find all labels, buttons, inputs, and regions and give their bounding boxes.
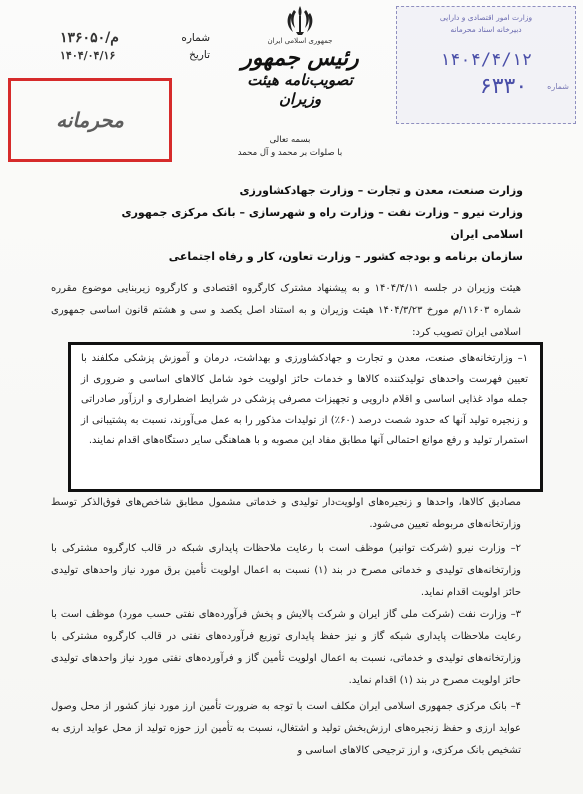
recipient-line: وزارت نیرو – وزارت نفت – وزارت راه و شهرسازی – بانک مرکزی جمهوری اسلامی ایران (121, 206, 523, 241)
approval-title: تصویب‌نامه هیئت وزیران (247, 71, 353, 108)
paragraph-1-continued: مصادیق کالاها، واحدها و زنجیره‌های اولویت‌دار تولیدی و خدماتی مشمول مطابق شاخص‌های فوق‌الذکر توسط وزارتخانه‌های مربوطه تعیین می‌شود. (51, 497, 521, 530)
document-meta (60, 30, 210, 64)
confidential-box (8, 78, 172, 162)
paragraph-3: ۳– وزارت نفت (شرکت ملی گاز ایران و شرکت پالایش و پخش فرآورده‌های نفتی حسب مورد) موظف است با رعایت ملاحظات پایداری شبکه گاز و نیز حفظ پایداری توزیع فرآورده‌های نفتی در قالب کارگروه مشترکی با وزارتخانه‌های تولیدی و خدماتی، نسبت به اعمال اولویت تأمین گاز و فرآورده‌های نفتی مورد نیاز واحدهای تولیدی حائز اولویت مصرح در بند (۱) اقدام نماید. (51, 609, 521, 686)
receipt-stamp (396, 6, 576, 124)
number-value: ۱۳۶۰۵۰/م (60, 30, 119, 46)
emblem-icon (285, 4, 315, 36)
paragraph-2: ۲– وزارت نیرو (شرکت توانیر) موظف است با رعایت ملاحظات پایداری شبکه در قالب کارگروه مشترکی با وزارتخانه‌های تولیدی و خدماتی مصرح در بند (۱) نسبت به اعمال اولویت تأمین برق مورد نیاز واحدهای تولیدی حائز اولویت اقدام نماید. (51, 543, 521, 598)
paragraph-4: ۴– بانک مرکزی جمهوری اسلامی ایران مکلف است با توجه به ضرورت تأمین ارز مورد نیاز کشور از محل وصول عواید ارزی و حفظ زنجیره‌های ارزش‌بخش تولید و اشتغال، نسبت به تأمین ارز حوزه تولید از محل عواید ارزی به تشخیص بانک مرکزی، و ارز ترجیحی کالاهای اساسی و (51, 701, 521, 756)
bismillah-line2: با صلوات بر محمد و آل محمد (237, 148, 343, 158)
president-title: رئیس جمهور (241, 45, 359, 71)
recipient-line: سازمان برنامه و بودجه کشور – وزارت تعاون، کار و رفاه اجتماعی (168, 250, 523, 263)
date-value: ۱۴۰۴/۰۴/۱۶ (60, 49, 116, 62)
stamp-org (397, 12, 575, 36)
date-label: تاریخ (189, 49, 210, 61)
stamp-number: ۶۳۳۰ (479, 74, 528, 99)
bismillah-line1: بسمه تعالی (269, 135, 311, 145)
recipients (83, 180, 523, 268)
stamp-number-label: شماره (547, 82, 569, 91)
stamp-date: ۱۴۰۴/۴/۱۲ (439, 50, 533, 70)
bismillah (200, 134, 380, 160)
paragraph-1: ۱– وزارتخانه‌های صنعت، معدن و تجارت و جهادکشاورزی و بهداشت، درمان و آموزش پزشکی مکلفند با تعیین فهرست واحدهای تولیدکننده کالاها و خدمات حائز اولویت خود شامل کالاهای اساسی و ضروری از جمله مواد غذایی اساسی و اقلام دارویی و تجهیزات مصرفی پزشکی در شرایط اضطراری و ارزآور صادراتی و زنجیره تولید آنها که حدود شصت درصد (۶۰٪) از تولیدات مذکور را به عمل می‌آورند، نسبت به پشتیبانی از استمرار تولید و رفع موانع احتمالی آنها مطابق مفاد این مصوبه و با هماهنگی سایر دستگاه‌های اقدام نمایند. (81, 353, 528, 446)
confidential-label: محرمانه (56, 108, 124, 132)
recipient-line: وزارت صنعت، معدن و تجارت – وزارت جهادکشاورزی (239, 184, 523, 197)
letterhead (230, 4, 370, 109)
highlight-box (68, 342, 543, 492)
number-label: شماره (181, 32, 210, 44)
number-row (60, 30, 210, 47)
intro-paragraph: هیئت وزیران در جلسه ۱۴۰۴/۴/۱۱ و به پیشنهاد مشترک کارگروه اقتصادی و کارگروه زیربنایی موضوع مقرره شماره ۱۱۶۰۳/م مورخ ۱۴۰۴/۳/۲۳ هیئت وزیران و به استناد اصل یکصد و سی و هشتم قانون اساسی جمهوری اسلامی ایران تصویب کرد: (51, 283, 522, 338)
republic-text: جمهوری اسلامی ایران (267, 37, 333, 45)
stamp-org-line1: وزارت امور اقتصادی و دارایی (439, 13, 533, 22)
stamp-number-row (397, 74, 575, 99)
date-row (60, 47, 210, 64)
stamp-org-line2: دبیرخانه اسناد محرمانه (450, 25, 522, 34)
